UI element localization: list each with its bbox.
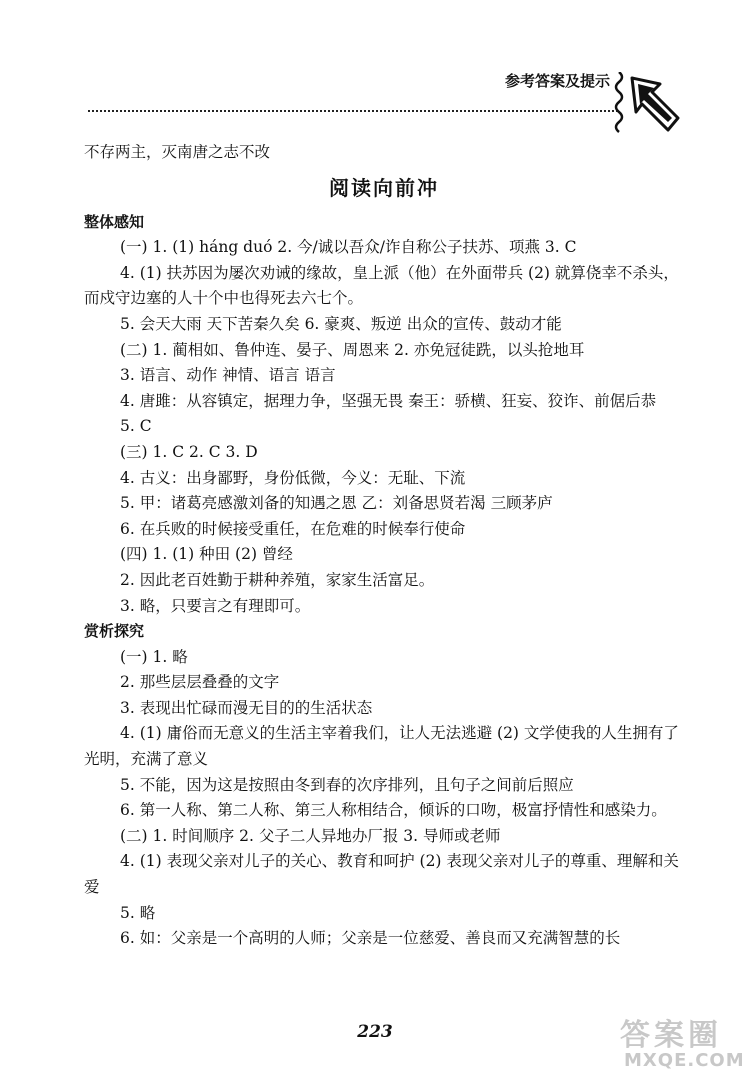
watermark-top: 答案圈: [620, 1018, 722, 1053]
answer-line: 6. 如：父亲是一个高明的人师；父亲是一位慈爱、善良而又充满智慧的长: [120, 929, 621, 948]
wavy-line-decoration: [612, 72, 626, 134]
answer-line: (四) 1. (1) 种田 (2) 曾经: [120, 545, 293, 564]
section-banner: 阅读向前冲: [329, 175, 439, 200]
answer-line: 3. 语言、动作 神情、语言 语言: [120, 366, 336, 385]
answer-line: (二) 1. 时间顺序 2. 父子二人异地办厂报 3. 导师或老师: [120, 826, 501, 845]
answer-line: 不存两主，灭南唐之志不改: [84, 143, 271, 161]
section-heading: 赏析探究: [84, 622, 145, 641]
arrow-icon: [628, 74, 680, 140]
answer-line: 2. 那些层层叠叠的文字: [120, 673, 280, 692]
dotted-divider: [88, 110, 618, 112]
answer-line: 5. 会天大雨 天下苦秦久矣 6. 豪爽、叛逆 出众的宣传、鼓动才能: [120, 314, 562, 333]
watermark-logo: [600, 1010, 750, 1075]
answer-paragraph: 4. (1) 表现父亲对儿子的关心、教育和呵护 (2) 表现父亲对儿子的尊重、理解和关爱: [84, 852, 679, 897]
page-number: 223: [357, 1022, 393, 1042]
answer-line: 3. 略，只要言之有理即可。: [120, 596, 311, 615]
answer-line: 4. 古义：出身鄙野，身份低微，今义：无耻、下流: [120, 468, 466, 487]
answer-line: 5. 甲：诸葛亮感激刘备的知遇之恩 乙：刘备思贤若渴 三顾茅庐: [120, 494, 553, 513]
answer-line: 2. 因此老百姓勤于耕种养殖，家家生活富足。: [120, 570, 435, 589]
watermark-bottom: MXQE.COM: [624, 1050, 745, 1071]
answer-line: 5. 略: [120, 903, 156, 922]
answer-line: 5. 不能，因为这是按照由冬到春的次序排列，且句子之间前后照应: [120, 775, 574, 794]
answer-line: (三) 1. C 2. C 3. D: [120, 442, 258, 461]
answer-paragraph: 4. (1) 扶苏因为屡次劝诫的缘故，皇上派（他）在外面带兵 (2) 就算侥幸不杀头，而戍守边塞的人十个中也得死去六七个。: [84, 263, 679, 308]
header-title: 参考答案及提示: [504, 72, 610, 90]
page-header: [0, 0, 750, 150]
answer-line: (一) 1. (1) háng duó 2. 今/诚以吾众/诈自称公子扶苏、项燕 3. C: [120, 238, 577, 257]
section-heading: 整体感知: [84, 212, 145, 231]
answer-paragraph: 4. (1) 庸俗而无意义的生活主宰着我们，让人无法逃避 (2) 文学使我的人生拥有了光明，充满了意义: [84, 724, 679, 769]
answer-paragraph: 4. 唐雎：从容镇定，据理力争，坚强无畏 秦王：骄横、狂妄、狡诈、前倨后恭: [120, 391, 657, 410]
answer-line: 6. 在兵败的时候接受重任，在危难的时候奉行使命: [120, 519, 466, 538]
answer-text: [84, 140, 684, 952]
answer-line: (二) 1. 蔺相如、鲁仲连、晏子、周恩来 2. 亦免冠徒跣，以头抢地耳: [120, 340, 585, 359]
answer-line: 3. 表现出忙碌而漫无目的的生活状态: [120, 698, 373, 717]
answer-paragraph: 6. 第一人称、第二人称、第三人称相结合，倾诉的口吻，极富抒情性和感染力。: [120, 801, 667, 820]
answer-line: (一) 1. 略: [120, 647, 188, 666]
answer-line: 5. C: [120, 417, 152, 436]
